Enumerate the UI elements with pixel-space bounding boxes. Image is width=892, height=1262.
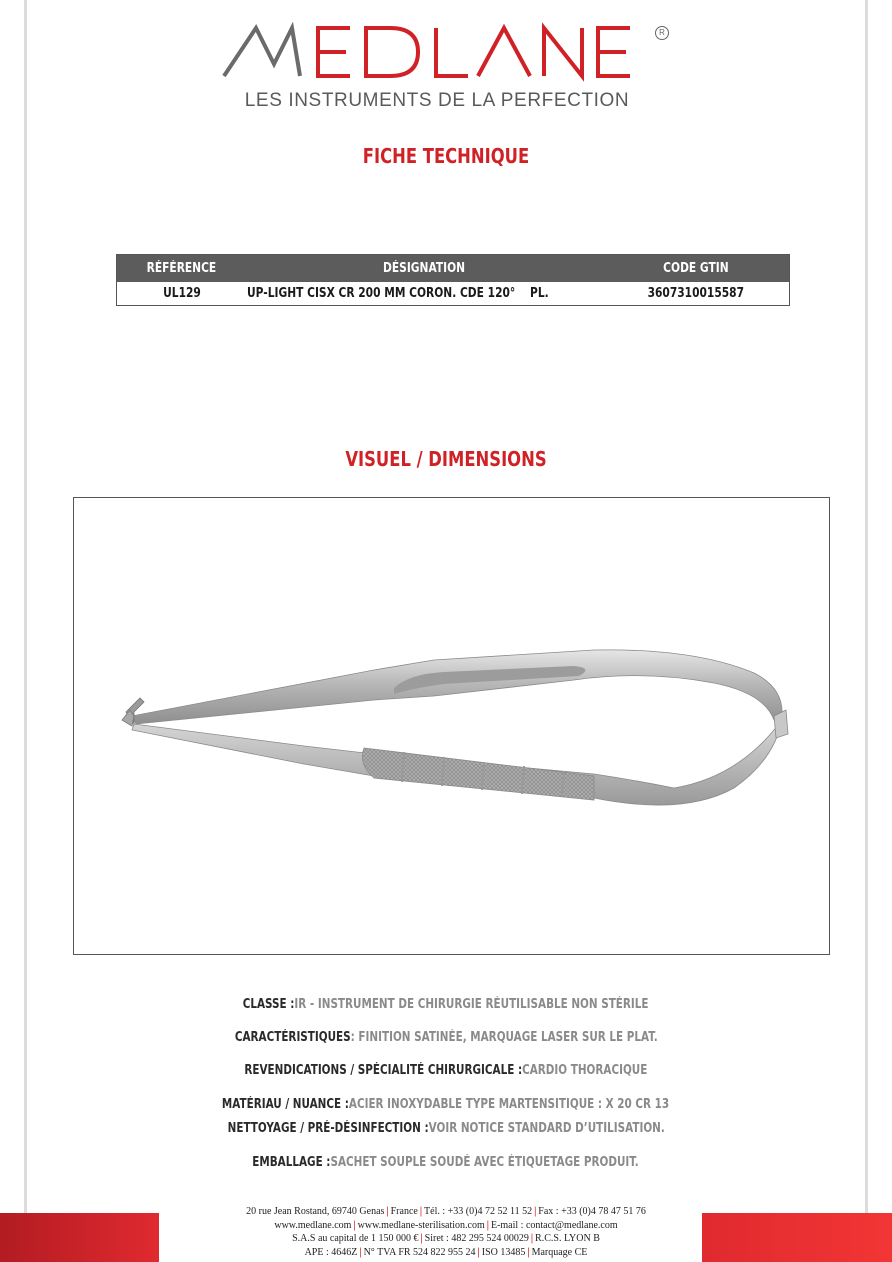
cell-designation: UP-LIGHT CISX CR 200 MM CORON. CDE 120° PL. xyxy=(246,286,549,301)
footer-line-certification: APE : 4646Z | N° TVA FR 524 822 955 24 | ISO 13485 | Marquage CE xyxy=(304,1246,588,1258)
medlane-logo-wordmark xyxy=(222,22,652,82)
header-reference: RÉFÉRENCE xyxy=(117,255,247,283)
company-footer xyxy=(0,1205,892,1259)
spec-nettoyage: NETTOYAGE / PRÉ-DÉSINFECTION :VOIR NOTICE STANDARD D’UTILISATION. xyxy=(227,1121,665,1136)
medlane-logo xyxy=(222,22,665,117)
surgical-scissors-image xyxy=(74,498,831,956)
spec-caracteristiques: CARACTÉRISTIQUES: FINITION SATINÉE, MARQUAGE LASER SUR LE PLAT. xyxy=(234,1030,658,1045)
table-row xyxy=(117,282,790,306)
website-link[interactable]: www.medlane.com xyxy=(274,1219,352,1231)
fiche-technique-title: FICHE TECHNIQUE xyxy=(362,144,530,168)
cell-reference: UL129 xyxy=(162,286,201,301)
table-header-row xyxy=(117,255,790,283)
visuel-dimensions-title: VISUEL / DIMENSIONS xyxy=(345,447,547,471)
spec-revendications: REVENDICATIONS / SPÉCIALITÉ CHIRURGICALE :CARDIO THORACIQUE xyxy=(244,1063,648,1078)
cell-gtin: 3607310015587 xyxy=(647,286,744,301)
footer-line-address: 20 rue Jean Rostand, 69740 Genas | France | Tél. : +33 (0)4 72 52 11 52 | Fax : +33 (0)4 78 47 51 76 xyxy=(246,1206,646,1217)
spec-emballage: EMBALLAGE :SACHET SOUPLE SOUDÉ AVEC ÉTIQUETAGE PRODUIT. xyxy=(252,1155,640,1170)
email-link[interactable]: E-mail : contact@medlane.com xyxy=(490,1219,618,1231)
sterilisation-website-link[interactable]: www.medlane-sterilisation.com xyxy=(357,1219,485,1231)
header-gtin: CODE GTIN xyxy=(603,255,790,283)
header-designation: DÉSIGNATION xyxy=(247,255,603,283)
registered-mark: R xyxy=(655,26,669,40)
reference-table xyxy=(116,254,790,306)
product-image-frame xyxy=(73,497,830,955)
brand-tagline: LES INSTRUMENTS DE LA PERFECTION xyxy=(244,90,630,111)
spec-materiau: MATÉRIAU / NUANCE :ACIER INOXYDABLE TYPE MARTENSITIQUE : X 20 CR 13 xyxy=(222,1097,670,1112)
footer-line-legal: S.A.S au capital de 1 150 000 € | Siret : 482 295 524 00029 | R.C.S. LYON B xyxy=(292,1233,600,1244)
spec-classe: CLASSE :IR - INSTRUMENT DE CHIRURGIE RÉUTILISABLE NON STÉRILE xyxy=(243,997,649,1012)
footer-line-web: www.medlane.com | www.medlane-sterilisation.com | E-mail : contact@medlane.com xyxy=(274,1219,618,1231)
